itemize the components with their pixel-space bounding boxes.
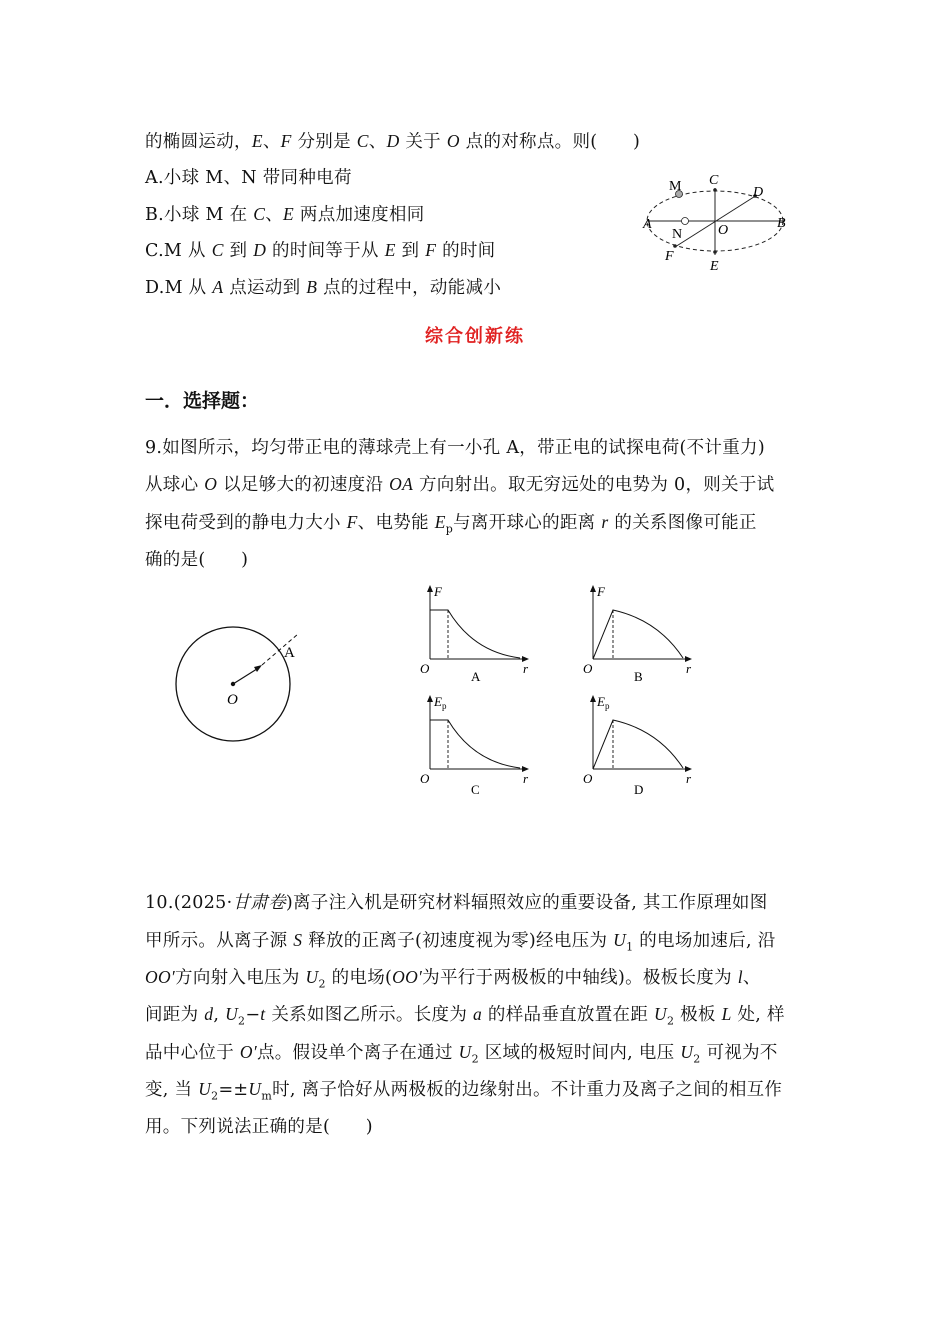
q10-line2: 甲所示。从离子源 S 释放的正离子(初速度视为零)经电压为 $U_1$ 的电场加速后, 沿 bbox=[145, 930, 776, 954]
graph-b-caption: B bbox=[634, 669, 643, 682]
label-E: E bbox=[710, 259, 719, 274]
label-N: N bbox=[672, 227, 683, 242]
graph-a-ylabel: F bbox=[434, 584, 442, 599]
q10-line1: 10.(2025·甘肃卷)离子注入机是研究材料辐照效应的重要设备, 其工作原理如图 bbox=[145, 893, 768, 913]
graph-b bbox=[578, 582, 698, 682]
q9-line4: 确的是( ) bbox=[145, 550, 249, 570]
label-O: O bbox=[718, 223, 729, 238]
label-D: D bbox=[753, 185, 764, 200]
sphere-label-A: A bbox=[284, 645, 295, 661]
label-C: C bbox=[709, 173, 719, 188]
label-B: B bbox=[777, 216, 786, 231]
q10-line7: 用。下列说法正确的是( ) bbox=[145, 1117, 373, 1137]
graph-b-origin: O bbox=[583, 661, 593, 676]
svg-text:Ep bbox=[596, 694, 610, 711]
graph-c-ylabel: E bbox=[434, 694, 442, 709]
q9-line1: 9.如图所示，均匀带正电的薄球壳上有一小孔 A，带正电的试探电荷(不计重力) bbox=[145, 438, 765, 458]
ellipse-orbit-figure bbox=[635, 168, 795, 280]
q10-line4: 间距为 d, $U_2-t$ 关系如图乙所示。长度为 a 的样品垂直放置在距 $U_2$ 极板 L 处, 样 bbox=[145, 1004, 785, 1028]
q10-line5: 品中心位于 O′点。假设单个离子在通过 $U_2$ 区域的极短时间内, 电压 $U_2$ 可视为不 bbox=[145, 1042, 778, 1066]
q9-line2: 从球心 O 以足够大的初速度沿 OA 方向射出。取无穷远处的电势为 0，则关于试 bbox=[145, 474, 775, 495]
graph-d-ylabel: E bbox=[597, 694, 605, 709]
graph-a-caption: A bbox=[471, 669, 481, 682]
label-A: A bbox=[643, 217, 652, 232]
graph-c-caption: C bbox=[471, 782, 480, 797]
graph-c-xlabel: r bbox=[523, 771, 529, 786]
svg-text:Ep bbox=[433, 694, 447, 711]
section-heading: 综合创新练 bbox=[425, 326, 525, 347]
section-title: 一．选择题： bbox=[145, 390, 260, 412]
graph-d bbox=[578, 692, 698, 797]
q9-line3: 探电荷受到的静电力大小 F、电势能 $E_p$与离开球心的距离 r 的关系图像可能正 bbox=[145, 512, 757, 536]
option-b: B.小球 M 在 C、E 两点加速度相同 bbox=[145, 204, 425, 225]
graph-c bbox=[415, 692, 535, 797]
graph-c-ylabel-sub: p bbox=[441, 701, 447, 711]
graph-a-xlabel: r bbox=[523, 661, 529, 676]
graph-b-xlabel: r bbox=[686, 661, 692, 676]
graph-a-origin: O bbox=[420, 661, 430, 676]
graph-c-origin: O bbox=[420, 771, 430, 786]
label-M: M bbox=[669, 179, 682, 194]
option-d: D.M 从 A 点运动到 B 点的过程中，动能减小 bbox=[145, 277, 502, 298]
prev-question-stem: 的椭圆运动，E、F 分别是 C、D 关于 O 点的对称点。则( ) bbox=[145, 131, 641, 152]
label-F: F bbox=[665, 249, 674, 264]
graph-d-origin: O bbox=[583, 771, 593, 786]
q10-line3: OO′方向射入电压为 $U_2$ 的电场(OO′为平行于两极板的中轴线)。极板长度为 l、 bbox=[145, 967, 761, 991]
graph-b-ylabel: F bbox=[597, 584, 605, 599]
graph-d-xlabel: r bbox=[686, 771, 692, 786]
sphere-shell-figure bbox=[170, 620, 310, 750]
sphere-label-O: O bbox=[227, 692, 238, 708]
graph-d-ylabel-sub: p bbox=[604, 701, 610, 711]
graph-d-caption: D bbox=[634, 782, 644, 797]
graph-a bbox=[415, 582, 535, 682]
q10-line6: 变, 当 $U_2=\pm U_m$时, 离子恰好从两极板的边缘射出。不计重力及离子之间的相互作 bbox=[145, 1079, 783, 1103]
option-c: C.M 从 C 到 D 的时间等于从 E 到 F 的时间 bbox=[145, 240, 496, 261]
option-a: A.小球 M、N 带同种电荷 bbox=[145, 168, 352, 188]
